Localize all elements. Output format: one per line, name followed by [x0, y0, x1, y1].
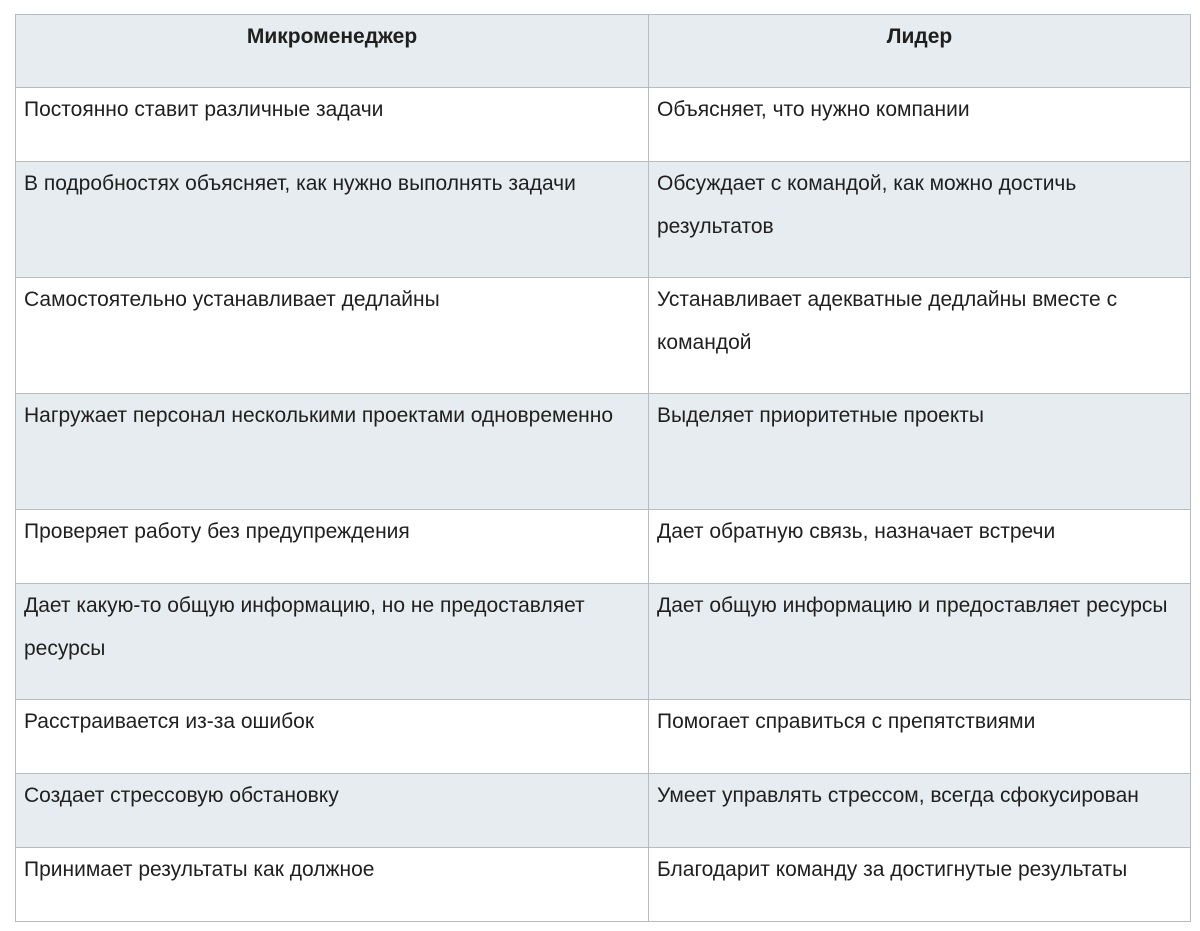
table-row [16, 848, 1191, 922]
table-header-row [16, 15, 1191, 88]
micromanager-cell: Принимает результаты как должное [16, 848, 649, 922]
micromanager-cell: Самостоятельно устанавливает дедлайны [16, 278, 649, 394]
micromanager-cell: Расстраивается из-за ошибок [16, 700, 649, 774]
leader-cell: Обсуждает с командой, как можно достичь результатов [649, 162, 1191, 278]
leader-cell: Дает общую информацию и предоставляет ресурсы [649, 584, 1191, 700]
header-leader: Лидер [649, 15, 1191, 88]
micromanager-cell: Проверяет работу без предупреждения [16, 510, 649, 584]
micromanager-cell: Постоянно ставит различные задачи [16, 88, 649, 162]
leader-cell: Устанавливает адекватные дедлайны вместе с командой [649, 278, 1191, 394]
table-row [16, 510, 1191, 584]
table-row [16, 584, 1191, 700]
micromanager-cell: Создает стрессовую обстановку [16, 774, 649, 848]
table-row [16, 278, 1191, 394]
leader-cell: Дает обратную связь, назначает встречи [649, 510, 1191, 584]
leader-cell: Умеет управлять стрессом, всегда сфокусирован [649, 774, 1191, 848]
micromanager-cell: В подробностях объясняет, как нужно выполнять задачи [16, 162, 649, 278]
leader-cell: Выделяет приоритетные проекты [649, 394, 1191, 510]
leader-cell: Благодарит команду за достигнутые результаты [649, 848, 1191, 922]
leader-cell: Объясняет, что нужно компании [649, 88, 1191, 162]
leader-cell: Помогает справиться с препятствиями [649, 700, 1191, 774]
micromanager-cell: Дает какую-то общую информацию, но не предоставляет ресурсы [16, 584, 649, 700]
table-row [16, 162, 1191, 278]
micromanager-cell: Нагружает персонал несколькими проектами одновременно [16, 394, 649, 510]
table-row [16, 700, 1191, 774]
table-row [16, 394, 1191, 510]
header-micromanager: Микроменеджер [16, 15, 649, 88]
comparison-table [15, 14, 1191, 922]
table-row [16, 88, 1191, 162]
table-row [16, 774, 1191, 848]
